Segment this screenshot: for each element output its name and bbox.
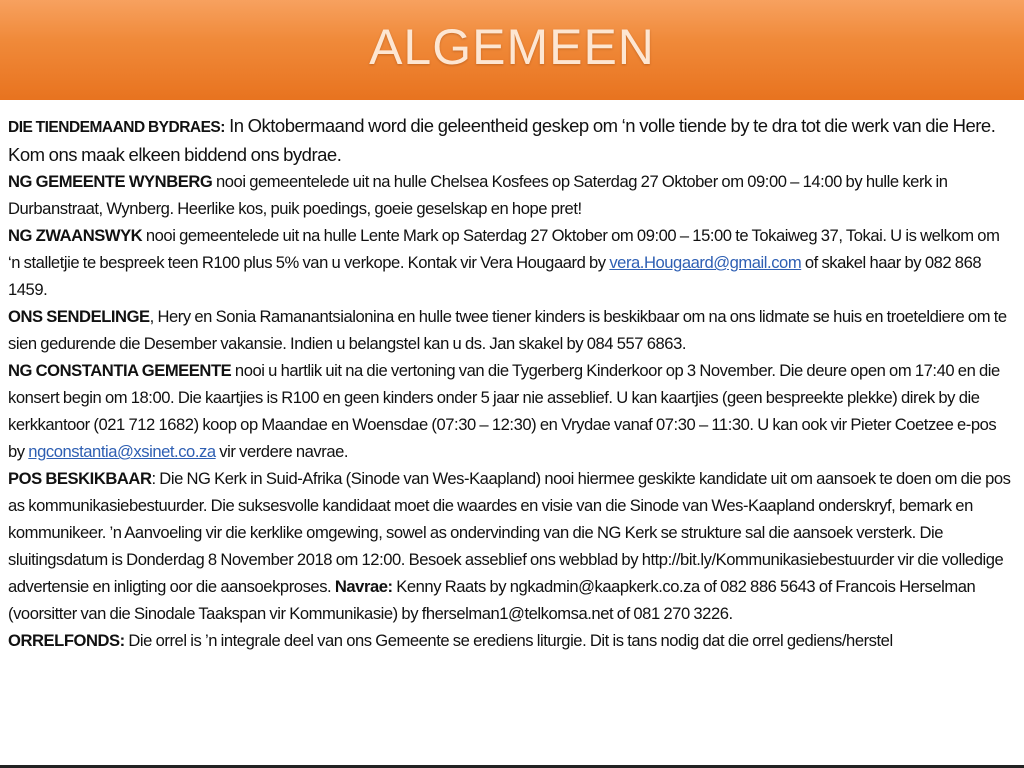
announcement-tiendemaand: [8, 112, 1012, 168]
email-link-constantia[interactable]: ngconstantia@xsinet.co.za: [28, 442, 216, 461]
announcement-pos-beskikbaar: [8, 465, 1012, 627]
announcement-text: of skakel haar by 082 868 1459.: [8, 253, 982, 299]
announcement-text: Kenny Raats by ngkadmin@kaapkerk.co.za of 082 886 5643 of Francois Herselman (voorsitter van die Sinodale Taakspan vir Kommunikasie) by fherselman1@telkomsa.net of 081 270 3226.: [8, 577, 976, 623]
announcement-zwaanswyk: [8, 222, 1012, 303]
announcement-heading: POS BESKIKBAAR: [8, 469, 152, 488]
announcement-text: nooi u hartlik uit na die vertoning van die Tygerberg Kinderkoor op 3 November. Die deure open om 17:40 en die konsert begin om 18:00. Die kaartjies is R100 en geen kinders onder 5 jaar nie asseblief. U kan kaartjies (geen bespreekte plekke) direk by die kerkkantoor (021 712 1682) koop op Maandae en Woensdae (07:30 – 12:30) en Vrydae vanaf 07:30 – 11:30. U kan ook vir Pieter Coetzee e-pos by: [8, 361, 1000, 461]
announcement-text: nooi gemeentelede uit na hulle Chelsea Kosfees op Saterdag 27 Oktober om 09:00 – 14:00 by hulle kerk in Durbanstraat, Wynberg. Heerlike kos, puik poedings, goeie geselskap en hope pret!: [8, 172, 948, 218]
announcement-text: nooi gemeentelede uit na hulle Lente Mark op Saterdag 27 Oktober om 09:00 – 15:00 te Tokaiweg 37, Tokai. U is welkom om ‘n stalletjie te bespreek teen R100 plus 5% van u verkope. Kontak vir Vera Hougaard by: [8, 226, 1000, 272]
announcement-text: , Hery en Sonia Ramanantsialonina en hulle twee tiener kinders is beskikbaar om na ons lidmate se huis en troeteldiere om te sien gedurende die Desember vakansie. Indien u belangstel kan u ds. Jan skakel by 084 557 6863.: [8, 307, 1007, 353]
announcement-wynberg: [8, 168, 1012, 222]
header-banner: [0, 0, 1024, 100]
announcement-heading: NG CONSTANTIA GEMEENTE: [8, 361, 232, 380]
announcement-heading: NG GEMEENTE WYNBERG: [8, 172, 213, 191]
announcement-heading: DIE TIENDEMAAND BYDRAES:: [8, 119, 225, 136]
announcement-orrelfonds: [8, 627, 1012, 654]
announcement-text: : Die NG Kerk in Suid-Afrika (Sinode van Wes-Kaapland) nooi hiermee geskikte kandidate uit om aansoek te doen om die pos as kommunikasiebestuurder. Die suksesvolle kandidaat moet die waardes en visie van die Sinode van Wes-Kaapland onderskryf, bemark en kommunikeer. ’n Aanvoeling vir die kerklike omgewing, sowel as ondervinding van die NG Kerk se strukture sal die aansoek versterk. Die sluitingsdatum is Donderdag 8 November 2018 om 12:00. Besoek asseblief ons webblad by http://bit.ly/Kommunikasiebestuurder vir die volledige advertensie en inligting oor die aansoekproses.: [8, 469, 1011, 596]
announcement-sendelinge: [8, 303, 1012, 357]
announcement-heading: ONS SENDELINGE: [8, 307, 150, 326]
page-title: ALGEMEEN: [369, 19, 655, 75]
email-link-vera[interactable]: vera.Hougaard@gmail.com: [609, 253, 802, 272]
announcement-text: In Oktobermaand word die geleentheid geskep om ‘n volle tiende by te dra tot die werk van die Here. Kom ons maak elkeen biddend ons bydrae.: [8, 115, 996, 165]
announcement-heading: ORRELFONDS:: [8, 631, 125, 650]
announcement-text: vir verdere navrae.: [215, 442, 349, 461]
announcement-heading: NG ZWAANSWYK: [8, 226, 143, 245]
announcements-body: [8, 112, 1012, 654]
announcement-constantia: [8, 357, 1012, 465]
announcement-subheading: Navrae:: [334, 577, 393, 596]
announcement-text: Die orrel is ’n integrale deel van ons Gemeente se erediens liturgie. Dit is tans nodig dat die orrel gediens/herstel: [124, 631, 893, 650]
